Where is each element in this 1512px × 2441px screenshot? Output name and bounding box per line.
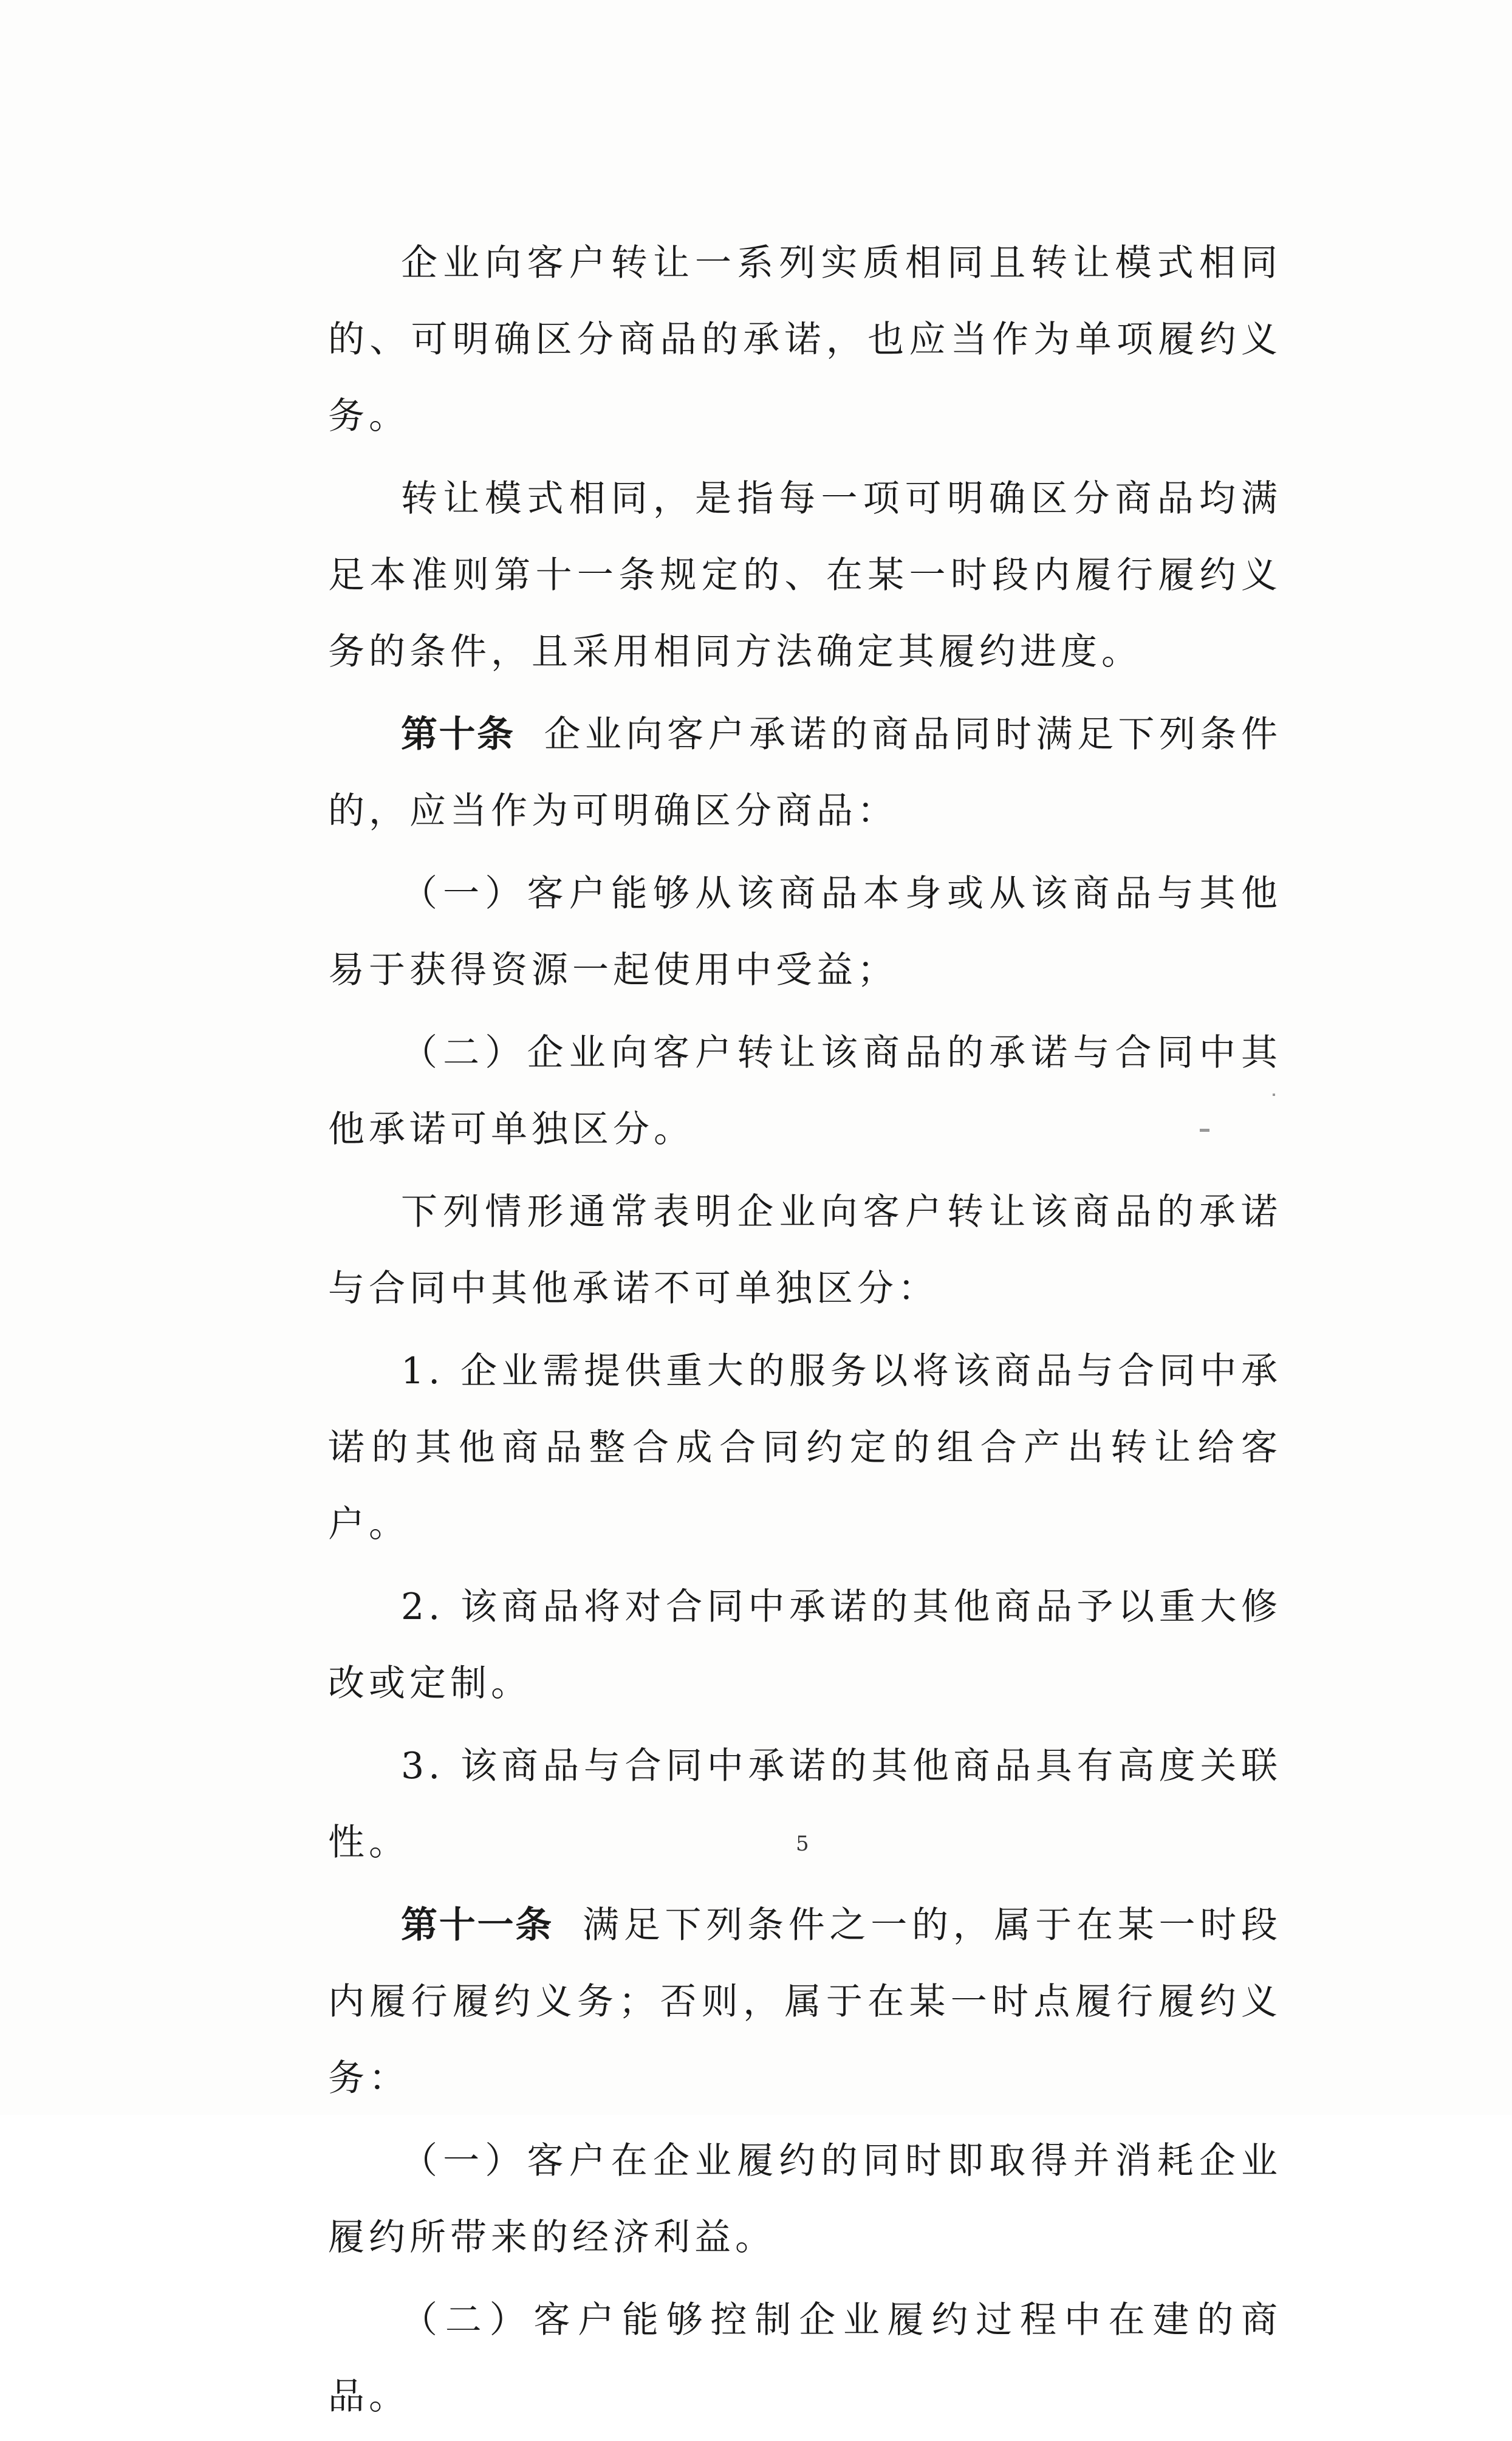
paragraph-text: 转让模式相同，是指每一项可明确区分商品均满足本准则第十一条规定的、在某一时段内履行履约义务的条件，且采用相同方法确定其履约进度。 <box>328 478 1282 673</box>
document-body <box>328 225 1282 2441</box>
paragraph <box>328 460 1282 690</box>
list-item <box>328 1728 1282 1881</box>
article-heading: 第十一条 <box>401 1904 553 1946</box>
article-heading: 第十条 <box>401 713 515 756</box>
paragraph-text: （二）企业向客户转让该商品的承诺与合同中其他承诺可单独区分。 <box>328 1032 1282 1151</box>
scan-speck <box>1200 1129 1209 1132</box>
page-number: 5 <box>796 1832 809 1856</box>
paragraph-text: （二）客户能够控制企业履约过程中在建的商品。 <box>328 2299 1282 2418</box>
article-paragraph <box>328 1887 1282 2117</box>
paragraph-text: （一）客户在企业履约的同时即取得并消耗企业履约所带来的经济利益。 <box>328 2140 1282 2259</box>
list-item <box>328 2123 1282 2276</box>
list-item <box>328 2282 1282 2435</box>
list-item <box>328 1333 1282 1563</box>
scan-speck <box>1273 1094 1275 1096</box>
paragraph-text: （一）客户能够从该商品本身或从该商品与其他易于获得资源一起使用中受益； <box>328 872 1282 991</box>
paragraph <box>328 1174 1282 1327</box>
paragraph-text: 满足下列条件之一的，属于在某一时段内履行履约义务；否则，属于在某一时点履行履约义务： <box>328 1904 1282 2100</box>
paragraph-text: 下列情形通常表明企业向客户转让该商品的承诺与合同中其他承诺不可单独区分： <box>328 1191 1282 1310</box>
article-paragraph <box>328 696 1282 849</box>
paragraph-text: 1. 企业需提供重大的服务以将该商品与合同中承诺的其他商品整合成合同约定的组合产出转让给客户。 <box>328 1350 1282 1546</box>
list-item <box>328 1569 1282 1722</box>
list-item <box>328 855 1282 1008</box>
paragraph-text: 企业向客户转让一系列实质相同且转让模式相同的、可明确区分商品的承诺，也应当作为单项履约义务。 <box>328 242 1282 437</box>
paragraph-text: 3. 该商品与合同中承诺的其他商品具有高度关联性。 <box>328 1745 1282 1864</box>
paragraph <box>328 225 1282 454</box>
list-item <box>328 1015 1282 1168</box>
paragraph-text: 2. 该商品将对合同中承诺的其他商品予以重大修改或定制。 <box>328 1586 1282 1705</box>
paragraph-text: 企业向客户承诺的商品同时满足下列条件的，应当作为可明确区分商品： <box>328 713 1282 832</box>
